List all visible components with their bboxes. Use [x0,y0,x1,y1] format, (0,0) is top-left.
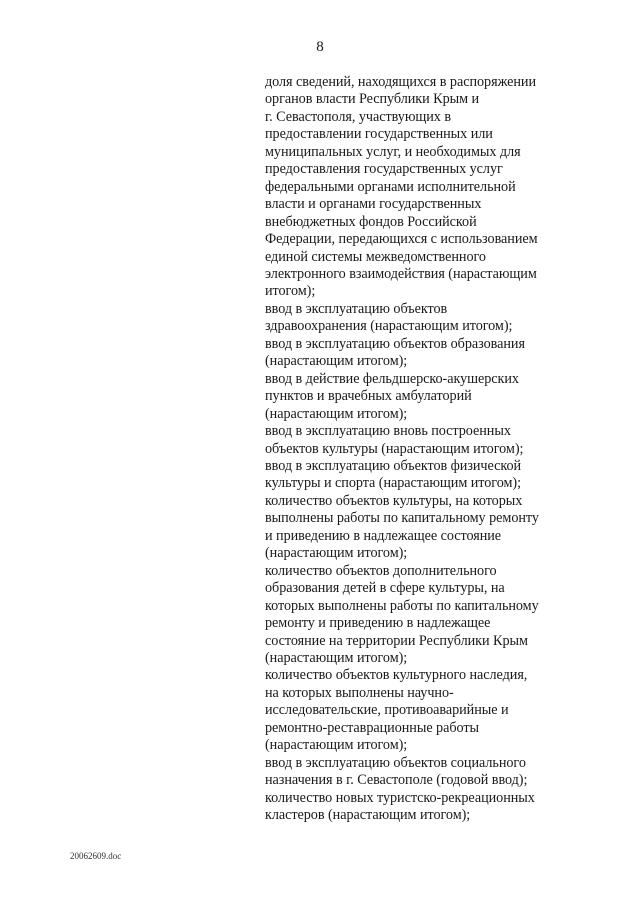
text-line: (нарастающим итогом); [265,737,408,754]
text-line: (нарастающим итогом); [265,649,408,666]
text-line: количество новых туристско-рекреационных [265,789,535,806]
text-line: ввод в эксплуатацию объектов физической [265,457,522,474]
text-line: здравоохранения (нарастающим итогом); [265,318,513,335]
text-line: состояние на территории Республики Крым [265,632,528,649]
text-line: электронного взаимодействия (нарастающим [265,265,537,282]
text-line: на которых выполнены научно- [265,684,454,701]
text-line: предоставлении государственных или [265,126,493,143]
text-line: муниципальных услуг, и необходимых для [265,143,521,160]
text-line: единой системы межведомственного [265,248,486,265]
text-line: г. Севастополя, участвующих в [265,108,451,125]
text-line: (нарастающим итогом); [265,405,408,422]
text-line: Федерации, передающихся с использованием [265,231,538,248]
text-line: (нарастающим итогом); [265,545,408,562]
text-line: федеральными органами исполнительной [265,178,516,195]
text-line: количество объектов культурного наследия, [265,667,528,684]
text-line: и приведению в надлежащее состояние [265,527,502,544]
text-line: культуры и спорта (нарастающим итогом); [265,475,521,492]
text-line: (нарастающим итогом); [265,353,408,370]
text-line: органов власти Республики Крым и [265,91,480,108]
text-line: ввод в эксплуатацию вновь построенных [265,423,511,440]
text-line: итогом); [265,283,316,300]
text-line: ввод в эксплуатацию объектов социального [265,754,526,771]
text-line: количество объектов дополнительного [265,562,497,579]
text-line: исследовательские, противоаварийные и [265,702,509,719]
text-line: ввод в эксплуатацию объектов образования [265,335,525,352]
text-line: выполнены работы по капитальному ремонту [265,510,539,527]
text-line: ввод в эксплуатацию объектов [265,300,448,317]
text-line: предоставления государственных услуг [265,161,503,178]
body-text-column [265,74,605,824]
text-line: ремонту и приведению в надлежащее [265,615,491,632]
text-line: кластеров (нарастающим итогом); [265,807,471,824]
text-line: которых выполнены работы по капитальному [265,597,539,614]
text-line: образования детей в сфере культуры, на [265,580,505,597]
footer-filename: 20062609.doc [70,851,122,861]
text-line: количество объектов культуры, на которых [265,492,523,509]
page-number: 8 [316,39,324,55]
text-line: ремонтно-реставрационные работы [265,719,480,736]
text-line: назначения в г. Севастополе (годовой ввод); [265,772,528,789]
text-line: доля сведений, находящихся в распоряжении [265,74,537,90]
text-line: власти и органами государственных [265,196,482,213]
text-line: объектов культуры (нарастающим итогом); [265,440,524,457]
text-line: внебюджетных фондов Российской [265,213,477,230]
text-line: ввод в действие фельдшерско-акушерских [265,370,519,387]
text-line: пунктов и врачебных амбулаторий [265,388,472,405]
